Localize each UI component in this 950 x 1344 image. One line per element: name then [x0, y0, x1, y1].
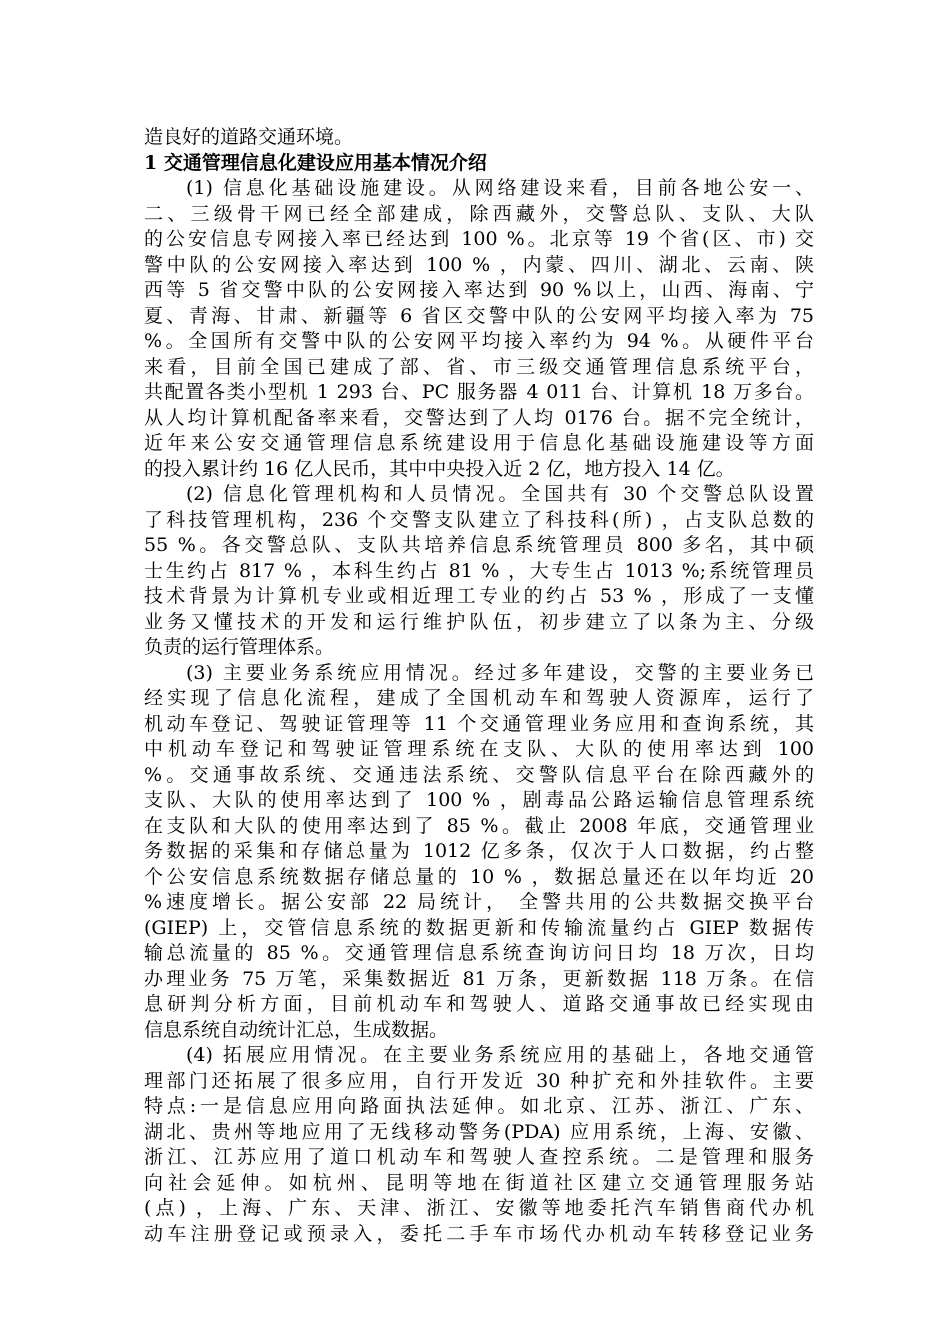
document-body: [144, 125, 814, 1247]
paragraph-4: [144, 1043, 814, 1247]
paragraph-line: 士生约占 817 % ，本科生约占 81 % ，大专生占 1013 %;系统管理员: [144, 559, 814, 582]
paragraph-line: 的公安信息专网接入率已经达到 100 %。北京等 19 个省(区、市) 交: [144, 228, 814, 250]
paragraph-line: 向社会延伸。如杭州、昆明等地在街道社区建立交通管理服务站: [144, 1171, 814, 1194]
paragraph-line: (4) 拓展应用情况。在主要业务系统应用的基础上，各地交通管: [186, 1044, 814, 1066]
paragraph-line: 办理业务 75 万笔，采集数据近 81 万条，更新数据 118 万条。在信: [144, 967, 814, 990]
paragraph-line: 二、三级骨干网已经全部建成，除西藏外，交警总队、支队、大队: [144, 202, 814, 225]
paragraph-line: (GIEP) 上，交管信息系统的数据更新和传输流量约占 GIEP 数据传: [144, 916, 814, 939]
paragraph-line: 业务又懂技术的开发和运行维护队伍，初步建立了以条为主、分级: [144, 610, 814, 633]
paragraph-line: 特点:一是信息应用向路面执法延伸。如北京、江苏、浙江、广东、: [144, 1095, 814, 1117]
paragraph-line: 中机动车登记和驾驶证管理系统在支队、大队的使用率达到 100: [144, 738, 814, 760]
paragraph-line: 共配置各类小型机 1 293 台、PC 服务器 4 011 台、计算机 18 万多台。: [144, 381, 814, 403]
paragraph-line: (点) ，上海、广东、天津、浙江、安徽等地委托汽车销售商代办机: [144, 1197, 814, 1219]
paragraph-line: 技术背景为计算机专业或相近理工专业的约占 53 % ，形成了一支懂: [144, 585, 814, 607]
paragraph-line: 支队、大队的使用率达到了 100 % ，剧毒品公路运输信息管理系统: [144, 789, 814, 811]
paragraph-line: 务数据的采集和存储总量为 1012 亿多条，仅次于人口数据，约占整: [144, 840, 814, 862]
section-heading: 1 交通管理信息化建设应用基本情况介绍: [144, 151, 487, 174]
paragraph-line: 警中队的公安网接入率达到 100 % ，内蒙、四川、湖北、云南、陕: [144, 253, 814, 276]
paragraph-line: 在支队和大队的使用率达到了 85 %。截止 2008 年底，交通管理业: [144, 814, 814, 837]
paragraph-line: 输总流量的 85 %。交通管理信息系统查询访问日均 18 万次，日均: [144, 942, 814, 964]
paragraph-line: 经实现了信息化流程，建成了全国机动车和驾驶人资源库，运行了: [144, 687, 814, 709]
paragraph-line: 的投入累计约 16 亿人民币，其中中央投入近 2 亿，地方投入 14 亿。: [144, 457, 735, 480]
paragraph-1: [144, 176, 814, 482]
paragraph-3: [144, 661, 814, 1044]
paragraph-line: 个公安信息系统数据存储总量的 10 % ，数据总量还在以年均近 20: [144, 865, 814, 888]
paragraph-line: %。全国所有交警中队的公安网平均接入率约为 94 %。从硬件平台: [144, 330, 814, 352]
paragraph-line: 55 %。各交警总队、支队共培养信息系统管理员 800 多名，其中硕: [144, 534, 814, 556]
paragraph-line: 信息系统自动统计汇总，生成数据。: [144, 1018, 449, 1041]
paragraph-line: 负责的运行管理体系。: [144, 636, 335, 658]
paragraph-line: 来看，目前全国已建成了部、省、市三级交通管理信息系统平台，: [144, 355, 814, 378]
paragraph-line: 从人均计算机配备率来看，交警达到了人均 0176 台。据不完全统计，: [144, 406, 814, 429]
paragraph-line: 机动车登记、驾驶证管理等 11 个交通管理业务应用和查询系统，其: [144, 712, 814, 735]
paragraph-line: 动车注册登记或预录入，委托二手车市场代办机动车转移登记业务: [144, 1222, 814, 1245]
paragraph-line: (3) 主要业务系统应用情况。经过多年建设，交警的主要业务已: [186, 661, 814, 684]
paragraph-line: 息研判分析方面，目前机动车和驾驶人、道路交通事故已经实现由: [144, 993, 814, 1015]
paragraph-line: 近年来公安交通管理信息系统建设用于信息化基础设施建设等方面: [144, 432, 814, 454]
paragraph-line: 湖北、贵州等地应用了无线移动警务(PDA) 应用系统，上海、安徽、: [144, 1120, 814, 1143]
paragraph-2: [144, 482, 814, 661]
paragraph-line: 浙江、江苏应用了道口机动车和驾驶人查控系统。二是管理和服务: [144, 1146, 814, 1168]
paragraph-line: 了科技管理机构，236 个交警支队建立了科技科(所) ，占支队总数的: [144, 508, 814, 531]
paragraph-line: %速度增长。据公安部 22 局统计， 全警共用的公共数据交换平台: [144, 891, 814, 913]
paragraph-line: (1) 信息化基础设施建设。从网络建设来看，目前各地公安一、: [186, 177, 814, 199]
paragraph-line: %。交通事故系统、交通违法系统、交警队信息平台在除西藏外的: [144, 763, 814, 786]
paragraph-line: 西等 5 省交警中队的公安网接入率达到 90 %以上，山西、海南、宁: [144, 279, 814, 301]
paragraph-line: 夏、青海、甘肃、新疆等 6 省区交警中队的公安网平均接入率为 75: [144, 304, 814, 327]
intro-line: 造良好的道路交通环境。: [144, 126, 354, 148]
paragraph-line: 理部门还拓展了很多应用，自行开发近 30 种扩充和外挂软件。主要: [144, 1069, 814, 1092]
paragraph-line: (2) 信息化管理机构和人员情况。全国共有 30 个交警总队设置: [186, 483, 814, 505]
